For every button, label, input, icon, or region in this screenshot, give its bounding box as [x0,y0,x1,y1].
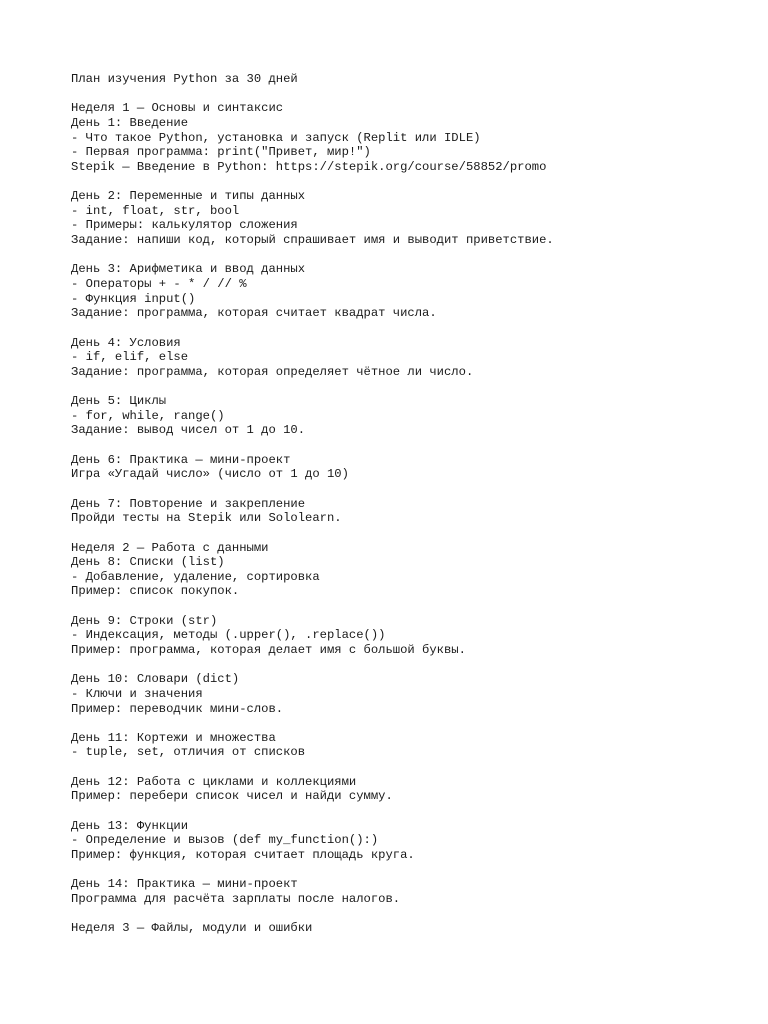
document-line [71,174,751,189]
document-line: День 12: Работа с циклами и коллекциями [71,774,357,789]
document-line: День 7: Повторение и закрепление [71,496,306,511]
document-line: День 11: Кортежи и множества [71,730,276,745]
document-line: - Примеры: калькулятор сложения [71,218,298,233]
document-line: Пример: список покупок. [71,584,240,599]
document-line [71,248,751,263]
document-line: План изучения Python за 30 дней [71,72,298,86]
document-line: Stepik — Введение в Python: https://stepik.org/course/58852/promo [71,159,547,174]
document-line [71,87,751,102]
document-line: День 10: Словари (dict) [71,672,240,687]
document-line: Пройди тесты на Stepik или Sololearn. [71,511,342,526]
document-line: - Что такое Python, установка и запуск (Replit или IDLE) [71,130,481,145]
document-line: - Операторы + - * / // % [71,276,247,291]
document-line: День 1: Введение [71,115,189,130]
document-line: - Ключи и значения [71,686,203,701]
document-line: - if, elif, else [71,350,189,365]
document-line: День 8: Списки (list) [71,555,225,570]
document-line: Пример: программа, которая делает имя с большой буквы. [71,642,466,657]
document-line: Неделя 2 — Работа с данными [71,540,269,555]
document-line [71,716,751,731]
document-line [71,321,751,336]
document-line [71,804,751,819]
document-line [71,379,751,394]
document-line [71,482,751,497]
document-line: День 9: Строки (str) [71,613,218,628]
document-line [71,658,751,673]
document-line: День 6: Практика — мини-проект [71,452,291,467]
document-line: День 5: Циклы [71,394,167,409]
document-line [71,760,751,775]
document-line: Пример: функция, которая считает площадь круга. [71,847,415,862]
document-line: Задание: программа, которая определяет чётное ли число. [71,364,474,379]
document-line: Задание: вывод чисел от 1 до 10. [71,423,306,438]
document-line: Задание: программа, которая считает квадрат числа. [71,306,437,321]
document-line: Игра «Угадай число» (число от 1 до 10) [71,467,349,482]
document-line: Неделя 1 — Основы и синтаксис [71,101,284,116]
document-line: Программа для расчёта зарплаты после налогов. [71,891,401,906]
document-line: - Первая программа: print("Привет, мир!") [71,145,371,160]
document-line: День 13: Функции [71,818,189,833]
document-line: Задание: напиши код, который спрашивает имя и выводит приветствие. [71,233,554,248]
document-line: - for, while, range() [71,408,225,423]
document-line: - Добавление, удаление, сортировка [71,569,320,584]
document-line [71,599,751,614]
document-line [71,863,751,878]
document-text [71,72,751,936]
document-line: День 2: Переменные и типы данных [71,189,306,204]
document-line: - Функция input() [71,291,196,306]
document-line [71,438,751,453]
document-line [71,907,751,922]
document-line: День 4: Условия [71,335,181,350]
document-line: Пример: перебери список чисел и найди сумму. [71,789,393,804]
document-line: - int, float, str, bool [71,203,240,218]
document-line: - Индексация, методы (.upper(), .replace()) [71,628,386,643]
document-line: Неделя 3 — Файлы, модули и ошибки [71,921,313,936]
document-line: Пример: переводчик мини-слов. [71,701,284,716]
document-line: - tuple, set, отличия от списков [71,745,306,760]
document-line: День 3: Арифметика и ввод данных [71,262,306,277]
document-line: День 14: Практика — мини-проект [71,877,298,892]
document-line [71,526,751,541]
document-line: - Определение и вызов (def my_function():) [71,833,379,848]
